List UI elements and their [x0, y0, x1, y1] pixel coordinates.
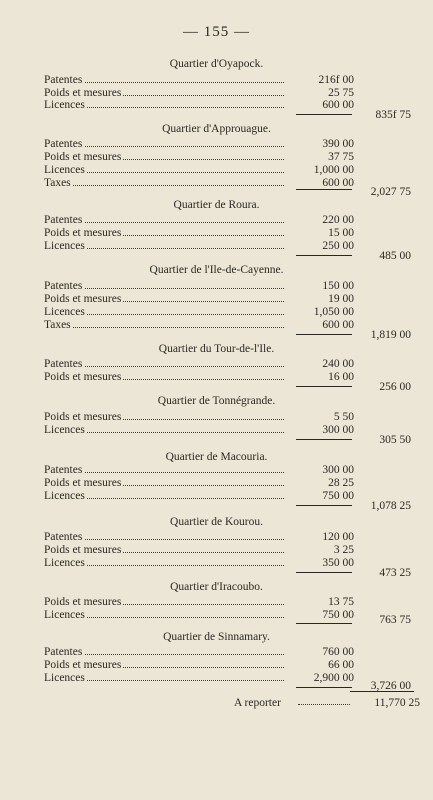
ledger-line: [44, 319, 354, 331]
line-label: Poids et mesures: [44, 151, 122, 163]
line-amount: 216f 00: [318, 74, 354, 86]
line-label: Patentes: [44, 214, 83, 226]
ledger-line: [44, 240, 354, 252]
section-total: 305 50: [379, 434, 411, 446]
section-total: 1,819 00: [370, 329, 411, 341]
grand-total-rule: [350, 691, 414, 692]
ledger-line: [44, 424, 354, 436]
section-title: Quartier de Sinnamary.: [163, 631, 270, 643]
line-amount: 28 25: [328, 477, 354, 489]
line-label: Patentes: [44, 138, 83, 150]
section-total: 2,027 75: [370, 186, 411, 198]
line-amount: 600 00: [322, 99, 354, 111]
ledger-line: [44, 609, 354, 621]
section-total: 485 00: [379, 250, 411, 262]
ledger-line: [44, 214, 354, 226]
ledger-line: [44, 358, 354, 370]
line-amount: 120 00: [322, 531, 354, 543]
line-amount: 5 50: [333, 411, 354, 423]
section-total: 256 00: [379, 381, 411, 393]
section-title: Quartier d'Approuague.: [162, 123, 271, 135]
line-amount: 1,000 00: [313, 164, 354, 176]
ledger-line: [44, 280, 354, 292]
ledger-line: [44, 87, 354, 99]
line-amount: 300 00: [322, 464, 354, 476]
line-label: Patentes: [44, 531, 83, 543]
ledger-line: [44, 99, 354, 111]
ledger-line: [44, 464, 354, 476]
ledger-line: [44, 177, 354, 189]
line-amount: 600 00: [322, 177, 354, 189]
line-label: Licences: [44, 672, 85, 684]
ledger-line: [44, 490, 354, 502]
line-amount: 250 00: [322, 240, 354, 252]
ledger-line: [44, 164, 354, 176]
line-label: Patentes: [44, 280, 83, 292]
ledger-line: [44, 477, 354, 489]
line-amount: 19 00: [328, 293, 354, 305]
section-title: Quartier d'Iracoubo.: [170, 581, 263, 593]
section-total: 835f 75: [375, 109, 411, 121]
section-title: Quartier de Kourou.: [170, 516, 263, 528]
ledger-line: [44, 411, 354, 423]
line-amount: 25 75: [328, 87, 354, 99]
line-amount: 300 00: [322, 424, 354, 436]
line-label: Licences: [44, 306, 85, 318]
ledger-line: [44, 227, 354, 239]
ledger-line: [44, 531, 354, 543]
line-label: Licences: [44, 424, 85, 436]
ledger-line: [44, 544, 354, 556]
leader-dots: [44, 185, 284, 186]
ledger-line: [44, 371, 354, 383]
line-amount: 150 00: [322, 280, 354, 292]
line-label: Taxes: [44, 177, 71, 189]
ledger-line: [44, 672, 354, 684]
ledger-line: [44, 138, 354, 150]
line-label: Licences: [44, 164, 85, 176]
section-title: Quartier du Tour-de-l'Ile.: [158, 343, 275, 355]
line-label: Licences: [44, 557, 85, 569]
section-title: Quartier de Roura.: [173, 199, 260, 211]
section-total: 1,078 25: [370, 500, 411, 512]
line-amount: 760 00: [322, 646, 354, 658]
line-label: Patentes: [44, 464, 83, 476]
line-label: Poids et mesures: [44, 411, 122, 423]
line-label: Licences: [44, 240, 85, 252]
line-label: Poids et mesures: [44, 293, 122, 305]
ledger-line: [44, 596, 354, 608]
ledger-line: [44, 306, 354, 318]
section-title: Quartier de Macouria.: [165, 451, 268, 463]
leader-dots: [298, 704, 350, 705]
section-title: Quartier de Tonnégrande.: [157, 395, 276, 407]
ledger-line: [44, 293, 354, 305]
line-amount: 15 00: [328, 227, 354, 239]
line-amount: 2,900 00: [313, 672, 354, 684]
ledger-line: [44, 659, 354, 671]
line-amount: 750 00: [322, 490, 354, 502]
line-label: Licences: [44, 490, 85, 502]
section-title: Quartier d'Oyapock.: [169, 58, 264, 70]
ledger-line: [44, 646, 354, 658]
line-label: Patentes: [44, 74, 83, 86]
section-total: 473 25: [379, 567, 411, 579]
line-amount: 220 00: [322, 214, 354, 226]
line-amount: 750 00: [322, 609, 354, 621]
page-number: — 155 —: [183, 24, 250, 40]
line-label: Licences: [44, 99, 85, 111]
line-amount: 66 00: [328, 659, 354, 671]
line-label: Poids et mesures: [44, 371, 122, 383]
line-amount: 3 25: [333, 544, 354, 556]
line-label: Poids et mesures: [44, 596, 122, 608]
line-label: Patentes: [44, 358, 83, 370]
carry-forward-line: [234, 696, 420, 710]
section-title: Quartier de l'Ile-de-Cayenne.: [149, 264, 284, 276]
line-amount: 13 75: [328, 596, 354, 608]
ledger-line: [44, 151, 354, 163]
line-label: Poids et mesures: [44, 544, 122, 556]
line-amount: 390 00: [322, 138, 354, 150]
line-amount: 240 00: [322, 358, 354, 370]
ledger-line: [44, 74, 354, 86]
line-label: Poids et mesures: [44, 87, 122, 99]
line-label: Taxes: [44, 319, 71, 331]
line-label: Poids et mesures: [44, 227, 122, 239]
line-amount: 1,050 00: [313, 306, 354, 318]
line-amount: 37 75: [328, 151, 354, 163]
ledger-line: [44, 557, 354, 569]
carry-forward-label: A reporter: [234, 697, 281, 709]
line-amount: 600 00: [322, 319, 354, 331]
line-amount: 350 00: [322, 557, 354, 569]
line-label: Patentes: [44, 646, 83, 658]
line-label: Licences: [44, 609, 85, 621]
carry-forward-amount: 11,770 25: [374, 697, 420, 709]
line-label: Poids et mesures: [44, 477, 122, 489]
section-total: 3,726 00: [370, 680, 411, 692]
line-label: Poids et mesures: [44, 659, 122, 671]
section-total: 763 75: [379, 614, 411, 626]
leader-dots: [44, 327, 284, 328]
line-amount: 16 00: [328, 371, 354, 383]
